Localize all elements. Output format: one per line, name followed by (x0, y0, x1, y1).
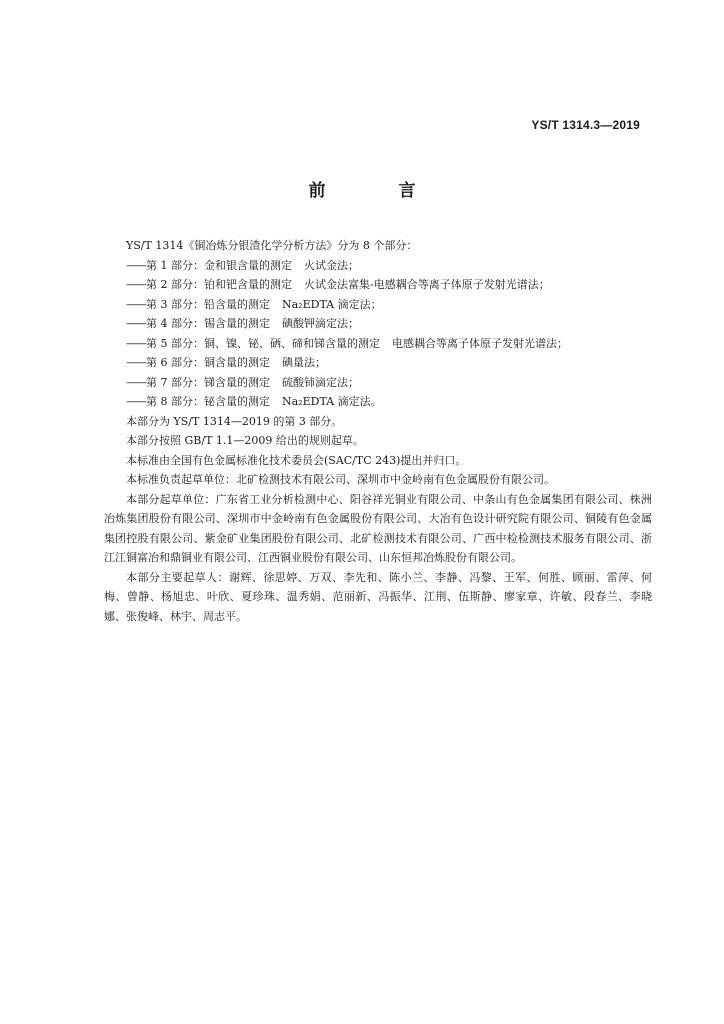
part-method: 火试金法富集-电感耦合等离子体原子发射光谱法； (304, 278, 550, 291)
drafting-rules-statement: 本部分按照 GB/T 1.1—2009 给出的规则起草。 (126, 434, 364, 447)
part-item-2 (104, 275, 652, 295)
part-label: 第 8 部分：铋含量的测定 (146, 395, 270, 408)
intro-paragraph: YS/T 1314《铜冶炼分银渣化学分析方法》分为 8 个部分： (126, 239, 418, 252)
part-dash: —— (126, 356, 146, 369)
part-item-7 (104, 373, 652, 393)
part-dash: —— (126, 297, 146, 311)
part-dash: —— (126, 395, 146, 408)
part-method: Na₂EDTA 滴定法； (282, 297, 382, 311)
responsible-drafting-units: 本标准负责起草单位：北矿检测技术有限公司、深圳市中金岭南有色金属股份有限公司。 (126, 473, 555, 486)
part-item-5 (104, 334, 652, 354)
part-method: 火试金法； (304, 258, 359, 272)
main-drafters: 本部分主要起草人：谢辉、徐思婷、万双、李先和、陈小兰、李静、冯黎、王军、何胜、顾丽、雷萍、何梅、曾静、杨旭忠、叶欣、夏珍珠、温秀娟、范丽新、冯振华、江荆、伍斯静、廖家章、许敏、段春兰、李晓娜、张俊峰、林宇、周志平。 (104, 570, 652, 623)
part-label: 第 2 部分：铂和钯含量的测定 (146, 278, 292, 291)
part-dash: —— (126, 317, 146, 330)
part-method: 碘酸钾滴定法； (282, 317, 359, 330)
part-dash: —— (126, 336, 146, 350)
part-label: 第 6 部分：铜含量的测定 (146, 356, 270, 369)
foreword-body (104, 236, 652, 626)
part-item-3 (104, 295, 652, 315)
drafting-units: 本部分起草单位：广东省工业分析检测中心、阳谷祥光铜业有限公司、中条山有色金属集团有限公司、株洲冶炼集团股份有限公司、深圳市中金岭南有色金属股份有限公司、大冶有色设计研究院有限公司、铜陵有色金属集团控股有限公司、紫金矿业集团股份有限公司、北矿检测技术有限公司、广西中检检测技术服务有限公司、浙江江铜富冶和鼎铜业有限公司、江西铜业股份有限公司、山东恒邦冶炼股份有限公司。 (104, 492, 652, 564)
part-item-1 (104, 256, 652, 276)
part-dash: —— (126, 375, 146, 389)
part-item-4 (104, 314, 652, 334)
proposer-statement: 本标准由全国有色金属标准化技术委员会(SAC/TC 243)提出并归口。 (126, 453, 467, 467)
part-method: 电感耦合等离子体原子发射光谱法； (392, 336, 568, 350)
part-label: 第 1 部分：金和银含量的测定 (146, 258, 292, 272)
part-dash: —— (126, 278, 146, 291)
part-method: 碘量法； (282, 356, 326, 369)
part-label: 第 5 部分：铜、镍、铋、硒、碲和锑含量的测定 (146, 336, 380, 350)
part-number-statement: 本部分为 YS/T 1314—2019 的第 3 部分。 (126, 414, 343, 428)
part-label: 第 7 部分：锑含量的测定 (146, 375, 270, 389)
part-item-8 (104, 392, 652, 412)
document-code: YS/T 1314.3—2019 (531, 118, 640, 132)
page-title: 前 言 (308, 181, 444, 201)
part-method: 硫酸铈滴定法； (282, 375, 359, 389)
part-dash: —— (126, 258, 146, 272)
part-method: Na₂EDTA 滴定法。 (282, 395, 382, 408)
part-label: 第 4 部分：锡含量的测定 (146, 317, 270, 330)
part-item-6 (104, 353, 652, 373)
part-label: 第 3 部分：铅含量的测定 (146, 297, 270, 311)
